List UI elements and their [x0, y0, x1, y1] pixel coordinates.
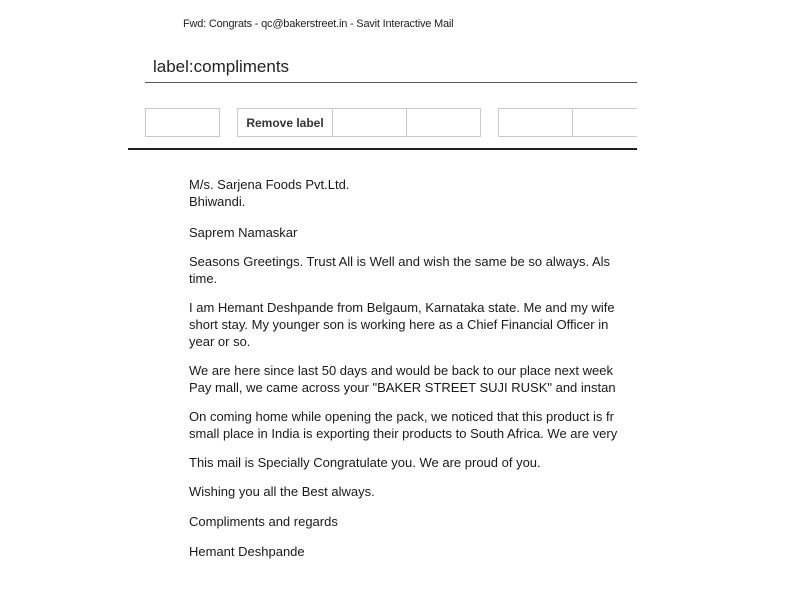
toolbar-button-1[interactable] — [145, 108, 220, 137]
toolbar-button-6[interactable] — [572, 108, 637, 137]
label-heading: label:compliments — [153, 57, 290, 76]
toolbar-button-3[interactable] — [332, 108, 407, 137]
closing-text: Compliments and regards — [189, 514, 338, 529]
paragraph — [189, 483, 637, 500]
remove-label-button[interactable]: Remove label — [237, 108, 333, 137]
paragraph-line: short stay. My younger son is working here as a Chief Financial Officer in — [189, 317, 609, 332]
paragraph — [189, 253, 637, 287]
toolbar-button-4[interactable] — [406, 108, 481, 137]
toolbar-button-group — [0, 108, 637, 139]
greeting-text: Saprem Namaskar — [189, 225, 298, 240]
closing — [189, 513, 637, 530]
paragraph — [189, 299, 637, 350]
address-line: M/s. Sarjena Foods Pvt.Ltd. — [189, 177, 350, 192]
message-toolbar — [0, 108, 800, 139]
window-title: Fwd: Congrats - qc@bakerstreet.in - Savit Interactive Mail — [183, 18, 454, 30]
paragraph-line: year or so. — [189, 334, 251, 349]
address-block — [189, 176, 637, 210]
paragraph-line: This mail is Specially Congratulate you. We are proud of you. — [189, 455, 541, 470]
paragraph — [189, 408, 637, 442]
paragraph — [189, 454, 637, 471]
address-line: Bhiwandi. — [189, 194, 246, 209]
paragraph-line: small place in India is exporting their products to South Africa. We are very — [189, 426, 618, 441]
message-body — [189, 176, 637, 576]
title-divider — [145, 82, 637, 83]
paragraph-line: time. — [189, 271, 218, 286]
greeting — [189, 224, 637, 241]
paragraph-line: I am Hemant Deshpande from Belgaum, Karnataka state. Me and my wife — [189, 300, 615, 315]
signature-text: Hemant Deshpande — [189, 544, 305, 559]
paragraph-line: Wishing you all the Best always. — [189, 484, 375, 499]
toolbar-button-5[interactable] — [498, 108, 573, 137]
paragraph-line: Seasons Greetings. Trust All is Well and wish the same be so always. Als — [189, 254, 611, 269]
signature — [189, 543, 637, 560]
paragraph-line: Pay mall, we came across your "BAKER STREET SUJI RUSK" and instan — [189, 380, 616, 395]
paragraph — [189, 362, 637, 396]
paragraph-line: On coming home while opening the pack, we noticed that this product is fr — [189, 409, 614, 424]
header-divider — [128, 148, 637, 150]
paragraph-line: We are here since last 50 days and would be back to our place next week — [189, 363, 613, 378]
